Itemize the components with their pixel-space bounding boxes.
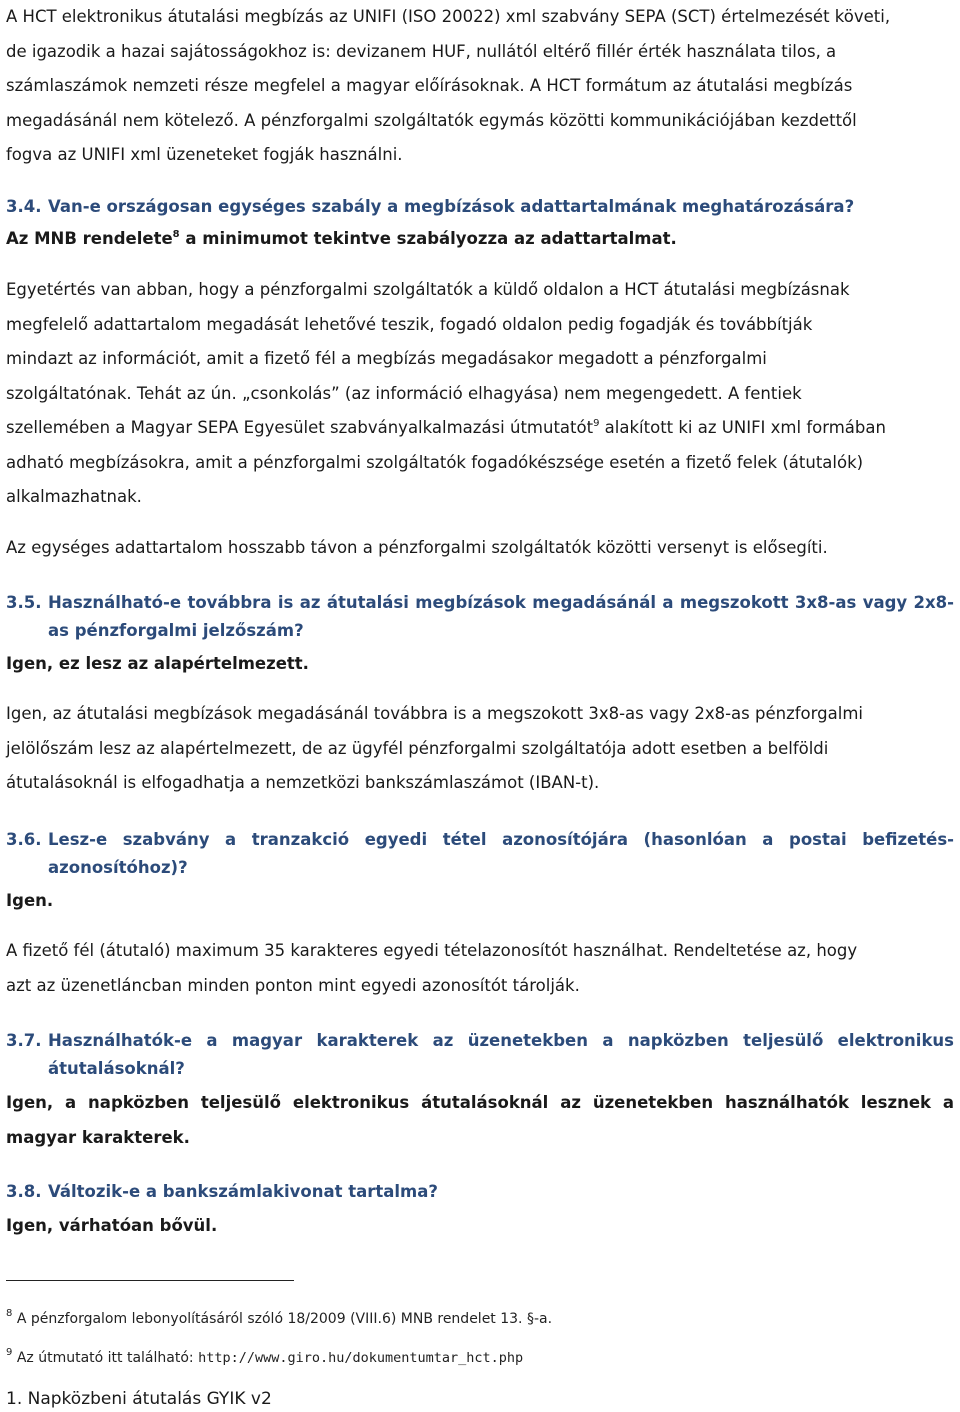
text-line xyxy=(6,411,954,446)
text-line: megfelelő adattartalom megadását lehetővé teszik, fogadó oldalon pedig fogadják és továbbítják xyxy=(6,314,813,334)
text-span: szellemében a Magyar SEPA Egyesület szabványalkalmazási útmutatót xyxy=(6,418,594,437)
footnote-text: Az útmutató itt található: xyxy=(16,1350,199,1366)
section-number: 3.5. xyxy=(6,593,42,612)
footnote-ref-8: 8 xyxy=(172,228,180,240)
section-3-5-body xyxy=(6,697,954,801)
section-3-6-heading xyxy=(6,826,954,882)
section-3-8-heading xyxy=(6,1178,954,1206)
section-3-4-closing xyxy=(6,531,954,566)
text-line: A fizető fél (átutaló) maximum 35 karakteres egyedi tételazonosítót használhat. Rendeltetése az, hogy xyxy=(6,941,858,960)
section-number: 3.8. xyxy=(6,1182,42,1201)
text-line: számlaszámok nemzeti része megfelel a magyar előírásoknak. A HCT formátum az átutalási megbízás xyxy=(6,76,853,95)
section-number: 3.7. xyxy=(6,1031,42,1050)
text-line: fogva az UNIFI xml üzeneteket fogják használni. xyxy=(6,145,403,164)
footnote-8 xyxy=(6,1308,954,1330)
intro-paragraph xyxy=(6,0,954,173)
text-line: jelölőszám lesz az alapértelmezett, de az ügyfél pénzforgalmi szolgáltatója adott esetben a belföldi xyxy=(6,738,829,758)
section-3-6-body xyxy=(6,934,954,1003)
footnote-ref-9: 9 xyxy=(593,417,600,429)
section-3-4-heading xyxy=(6,193,954,221)
text-line: A HCT elektronikus átutalási megbízás az UNIFI (ISO 20022) xml szabvány SEPA (SCT) értelmezését követi, xyxy=(6,7,891,26)
section-question: Használható-e továbbra is az átutalási megbízások megadásánál a megszokott 3x8-as vagy 2x8-as pénzforgalmi jelzőszám? xyxy=(48,593,954,640)
text-line: megadásánál nem kötelező. A pénzforgalmi szolgáltatók egymás közötti kommunikációjában kezdettől xyxy=(6,110,857,130)
footnote-divider xyxy=(6,1280,294,1281)
text-line: alkalmazhatnak. xyxy=(6,487,142,506)
section-3-5-answer xyxy=(6,650,954,678)
footnote-text: A pénzforgalom lebonyolításáról szóló 18/2009 (VIII.6) MNB rendelet 13. §-a. xyxy=(16,1311,553,1327)
page-footer xyxy=(6,1386,954,1412)
section-3-5-heading xyxy=(6,589,954,645)
text-line: mindazt az információt, amit a fizető fél a megbízás megadásakor megadott a pénzforgalmi xyxy=(6,349,767,368)
text-line: adható megbízásokra, amit a pénzforgalmi szolgáltatók fogadókészsége esetén a fizető felek (átutalók) xyxy=(6,452,864,472)
section-3-6-answer xyxy=(6,887,954,915)
section-number: 3.4. xyxy=(6,197,42,216)
section-question: Lesz-e szabvány a tranzakció egyedi tétel azonosítójára (hasonlóan a postai befizetés-azonosítóhoz)? xyxy=(48,830,954,877)
section-question: Változik-e a bankszámlakivonat tartalma? xyxy=(48,1182,438,1201)
text-line: átutalásoknál is elfogadhatja a nemzetközi bankszámlaszámot (IBAN-t). xyxy=(6,773,600,792)
section-question: Van-e országosan egységes szabály a megbízások adattartalmának meghatározására? xyxy=(48,197,855,216)
answer-text: magyar karakterek. xyxy=(6,1127,190,1147)
section-3-4-answer xyxy=(6,225,954,253)
section-question: Használhatók-e a magyar karakterek az üzenetekben a napközben teljesülő elektronikus átutalásoknál? xyxy=(48,1031,954,1078)
text-line: Egyetértés van abban, hogy a pénzforgalmi szolgáltatók a küldő oldalon a HCT átutalási megbízásnak xyxy=(6,280,850,299)
answer-text: Igen, a napközben teljesülő elektronikus átutalásoknál az üzenetekben használhatók lesznek a xyxy=(6,1093,954,1112)
answer-text: Igen, várhatóan bővül. xyxy=(6,1216,218,1235)
section-3-4-body xyxy=(6,273,954,515)
text-line: azt az üzenetláncban minden ponton mint egyedi azonosítót tárolják. xyxy=(6,975,580,995)
answer-text: Az MNB rendelete xyxy=(6,229,173,248)
footer-text: 1. Napközbeni átutalás GYIK v2 xyxy=(6,1389,272,1409)
section-3-8-answer xyxy=(6,1212,954,1240)
text-line: de igazodik a hazai sajátosságokhoz is: devizanem HUF, nullától eltérő fillér érték használata tilos, a xyxy=(6,41,837,61)
footnote-number: 8 xyxy=(6,1308,13,1320)
text-line: Az egységes adattartalom hosszabb távon a pénzforgalmi szolgáltatók közötti versenyt is elősegíti. xyxy=(6,538,828,557)
answer-text: a minimumot tekintve szabályozza az adattartalmat. xyxy=(179,229,677,248)
answer-text: Igen, ez lesz az alapértelmezett. xyxy=(6,654,309,673)
answer-text: Igen. xyxy=(6,891,54,910)
text-span: alakított ki az UNIFI xml formában xyxy=(599,418,886,437)
section-number: 3.6. xyxy=(6,830,42,849)
text-line: szolgáltatónak. Tehát az ún. „csonkolás” (az információ elhagyása) nem megengedett. A fentiek xyxy=(6,383,802,403)
footnote-number: 9 xyxy=(6,1347,13,1359)
footnote-9 xyxy=(6,1346,954,1370)
text-line: Igen, az átutalási megbízások megadásánál továbbra is a megszokott 3x8-as vagy 2x8-as pénzforgalmi xyxy=(6,704,863,723)
section-3-7-answer xyxy=(6,1086,954,1155)
footnote-link[interactable]: http://www.giro.hu/dokumentumtar_hct.php xyxy=(198,1350,524,1366)
section-3-7-heading xyxy=(6,1027,954,1083)
